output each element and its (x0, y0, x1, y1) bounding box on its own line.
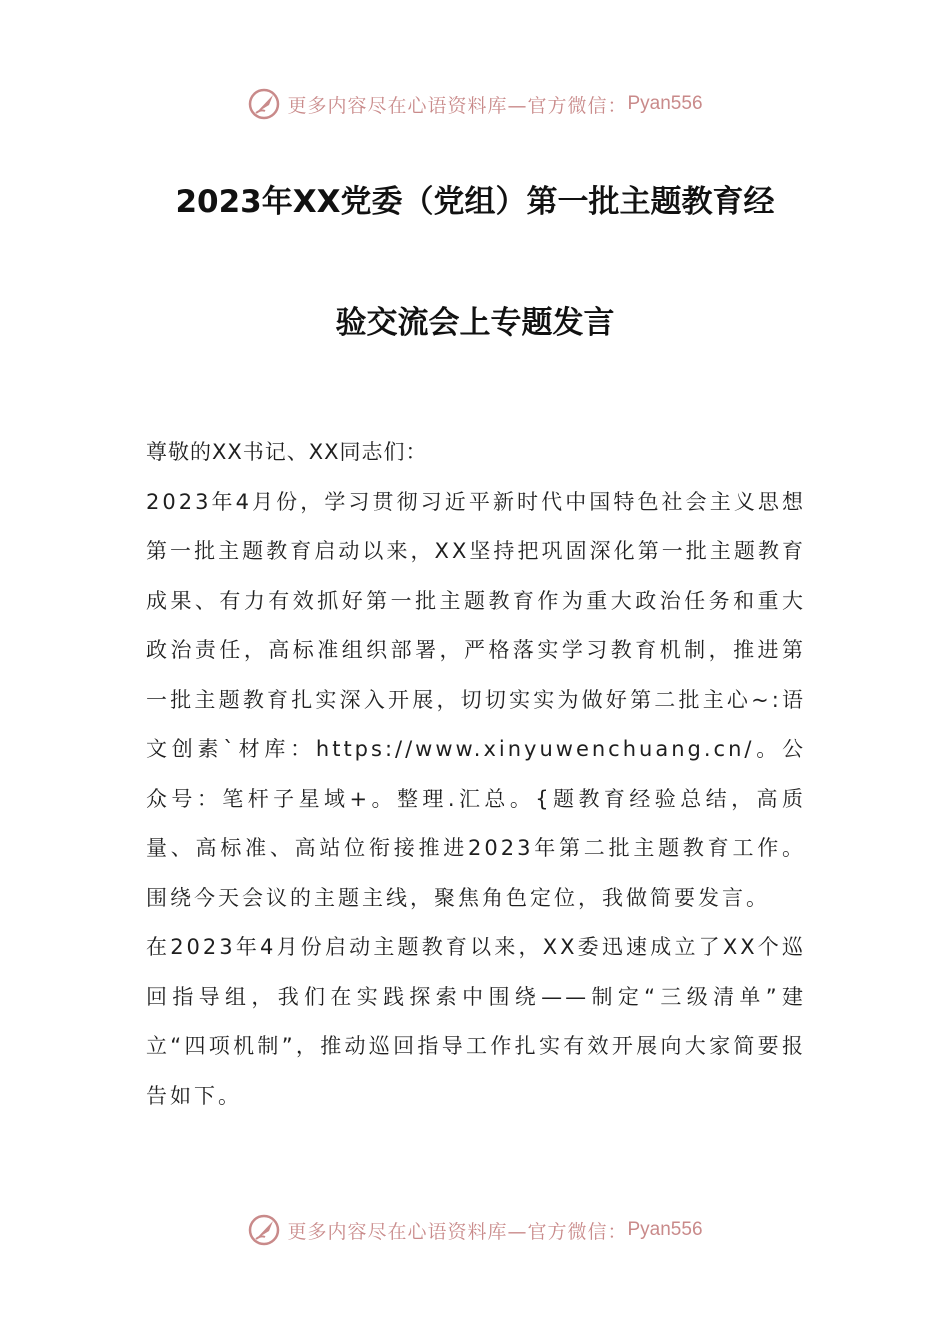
document-title-line-2: 验交流会上专题发言 (335, 305, 615, 341)
quill-logo-icon (247, 1213, 281, 1247)
quill-logo-icon (247, 87, 281, 121)
paragraph-2: 在2023年4月份启动主题教育以来，XX委迅速成立了XX个巡回指导组，我们在实践探索中围绕——制定“三级清单”建立“四项机制”，推动巡回指导工作扎实有效开展向大家简要报告如下。 (146, 935, 806, 1108)
document-title-line-1: 2023年XX党委（党组）第一批主题教育经 (175, 184, 775, 220)
watermark-text: 更多内容尽在心语资料库—官方微信： (287, 1220, 628, 1243)
salutation: 尊敬的XX书记、XX同志们： (146, 440, 428, 464)
watermark-text: 更多内容尽在心语资料库—官方微信： (287, 94, 628, 117)
watermark-wechat-id: Pyan556 (627, 1219, 703, 1240)
document-body (146, 428, 806, 1121)
watermark-wechat-id: Pyan556 (627, 93, 703, 114)
watermark-footer (0, 1210, 950, 1250)
watermark-header (0, 84, 950, 124)
paragraph-1: 2023年4月份，学习贯彻习近平新时代中国特色社会主义思想第一批主题教育启动以来，XX坚持把巩固深化第一批主题教育成果、有力有效抓好第一批主题教育作为重大政治任务和重大政治责任，高标准组织部署，严格落实学习教育机制，推进第一批主题教育扎实深入开展，切切实实为做好第二批主心~:语文创素`材库：https://www.xinyuwenchuang.cn/。公众号：笔杆子星域+。整理.汇总。{题教育经验总结，高质量、高标准、高站位衔接推进2023年第二批主题教育工作。围绕今天会议的主题主线，聚焦角色定位，我做简要发言。 (146, 489, 806, 910)
